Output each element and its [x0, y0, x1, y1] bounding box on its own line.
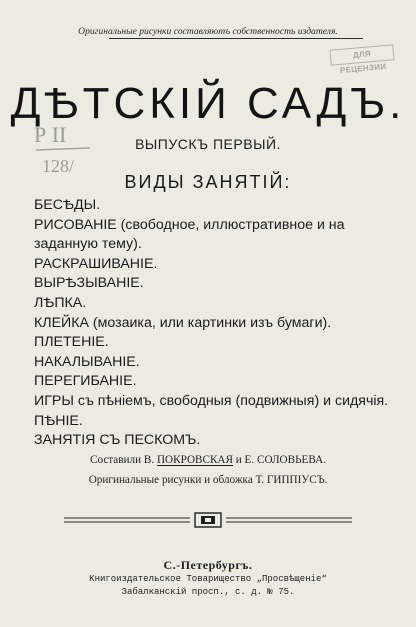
imprint — [0, 557, 416, 599]
activity-item: БЕСѢДЫ. — [34, 197, 101, 213]
note-rule — [109, 38, 363, 39]
publisher-city: С.-Петербургъ. — [163, 558, 253, 572]
activity-item: РАСКРАШИВАНІЕ. — [34, 255, 158, 272]
illustrations-prefix: Оригинальные рисунки и обложка Т. — [88, 474, 265, 486]
credits — [0, 450, 416, 490]
activities-list — [34, 196, 392, 451]
publisher-name: Книгоиздательское Товарищество „Просвѣщеніе“ — [89, 574, 327, 584]
activity-item: КЛЕЙКА (мозаика, или картинки изъ бумаги). — [34, 314, 332, 331]
activity-item: РИСОВАНІЕ (свободное, иллюстративное и на заданную тему). — [34, 216, 345, 253]
activity-item: ПѢНІЕ. — [34, 412, 83, 429]
activity-item: ЛѢПКА. — [34, 294, 87, 311]
publisher-address: Забалканскій просп., с. д. № 75. — [121, 587, 295, 597]
activity-item: ВЫРѢЗЫВАНІЕ. — [34, 275, 144, 292]
illustrator-line — [0, 470, 416, 490]
activity-item: ПЕРЕГИБАНІЕ. — [34, 373, 137, 390]
compilers-line — [0, 450, 416, 470]
section-heading: ВИДЫ ЗАНЯТІЙ: — [124, 172, 292, 192]
ornament-divider — [64, 512, 352, 528]
copyright-note: Оригинальные рисунки составляютъ собственность издателя. — [78, 26, 338, 37]
illustrator-name: ГИППІУСЪ. — [266, 474, 328, 486]
activity-item: ПЛЕТЕНІЕ. — [34, 334, 109, 351]
pencil-mark-line1: Р II — [34, 122, 67, 147]
pencil-mark-line2: 128/ — [42, 156, 75, 176]
review-stamp: ДЛЯ РЕЦЕНЗИИ — [329, 44, 394, 66]
author-name: СОЛОВЬЕВА. — [256, 454, 326, 466]
issue-subtitle: ВЫПУСКЪ ПЕРВЫЙ. — [135, 136, 281, 152]
conjunction: и Е. — [235, 454, 255, 466]
book-title: ДѢТСКІЙ САДЪ. — [10, 79, 406, 128]
activity-item: НАКАЛЫВАНІЕ. — [34, 353, 140, 370]
activity-item: ИГРЫ съ пѣніемъ, свободныя (подвижныя) и сидячія. — [34, 392, 389, 409]
author-name: ПОКРОВСКАЯ — [156, 454, 233, 466]
compiled-prefix: Составили В. — [89, 454, 155, 466]
activity-item: ЗАНЯТІЯ СЪ ПЕСКОМЪ. — [34, 432, 201, 449]
